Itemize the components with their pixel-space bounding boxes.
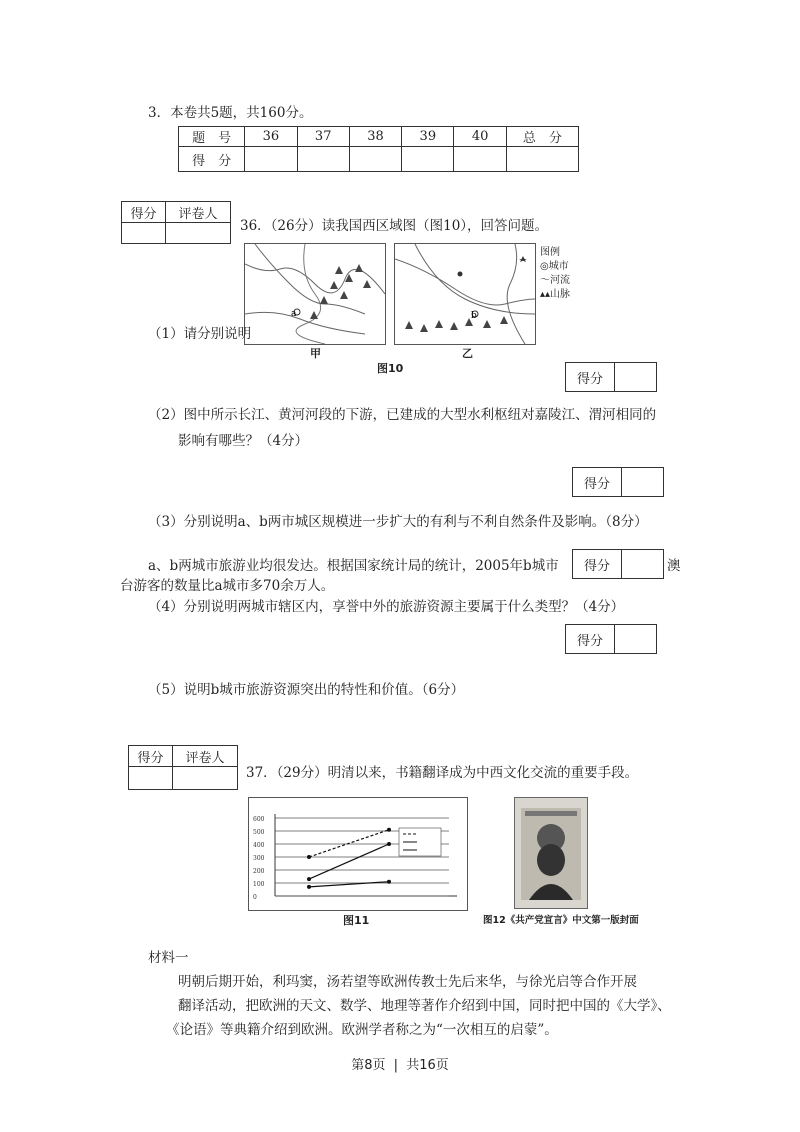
map-yi (394, 243, 536, 345)
q36-sub1: （1）请分别说明 (148, 326, 252, 342)
footer-total: 共16页 (406, 1058, 449, 1073)
score-input-cell[interactable] (245, 147, 297, 172)
footer-page: 第8页 (351, 1058, 386, 1073)
score-table-score-row (179, 147, 579, 172)
grader-score-label: 得分 (122, 202, 166, 223)
figure-12-caption: 图12《共产党宣言》中文第一版封面 (483, 915, 639, 926)
q37-grader-box (128, 745, 238, 790)
score-table-cell: 39 (402, 127, 454, 147)
score-input-cell[interactable] (402, 147, 454, 172)
score-table-cell: 总 分 (506, 127, 578, 147)
y-tick-label: 300 (253, 855, 265, 862)
data-point (387, 880, 391, 884)
score-table (178, 126, 579, 172)
page-footer (0, 1054, 800, 1073)
legend-title: 图例 (540, 247, 560, 258)
material-title: 材料一 (148, 950, 189, 966)
legend-mountain: ▴▴山脉 (540, 289, 571, 300)
material-line2: 翻译活动，把欧洲的天文、数学、地理等著作介绍到中国，同时把中国的《大学》、 (178, 998, 671, 1014)
mountain-icon: ▴▴ (540, 289, 551, 300)
figure-11-caption: 图11 (343, 914, 370, 927)
q36-sub4: （4）分别说明两城市辖区内，享誉中外的旅游资源主要属于什么类型？（4分） (148, 599, 625, 615)
y-tick-label: 100 (253, 881, 265, 888)
grader-name-cell[interactable] (172, 767, 237, 790)
q36-para-line1-end: 澳 (667, 558, 681, 574)
q36-sub2-line2: 影响有哪些？（4分） (178, 433, 309, 449)
data-point (387, 828, 391, 832)
grader-name-label: 评卷人 (165, 202, 230, 223)
map-label-b: b (471, 311, 477, 321)
city-icon: ◎ (540, 261, 549, 272)
grader-score-cell[interactable] (122, 223, 166, 244)
score-table-cell: 题 号 (179, 127, 245, 147)
map-jia (244, 243, 386, 345)
series-line (309, 882, 389, 887)
intro-text: 3．本卷共5题，共160分。 (148, 105, 313, 121)
grader-score-cell[interactable] (129, 767, 173, 790)
y-tick-label: 200 (253, 868, 265, 875)
score-box-4 (565, 624, 657, 654)
portrait-image (515, 798, 587, 908)
grader-name-cell[interactable] (165, 223, 230, 244)
series-line (309, 830, 389, 857)
score-table-cell: 得 分 (179, 147, 245, 172)
q36-sub2-line1: （2）图中所示长江、黄河河段的下游，已建成的大型水利枢纽对嘉陵江、渭河相同的 (148, 407, 657, 423)
score-box-label: 得分 (573, 468, 622, 497)
data-point (307, 885, 311, 889)
q36-sub5: （5）说明b城市旅游资源突出的特性和价值。（6分） (148, 682, 465, 698)
figure-10-caption: 图10 (377, 362, 404, 375)
score-input-cell[interactable] (349, 147, 401, 172)
q36-sub3: （3）分别说明a、b两市城区规模进一步扩大的有利与不利自然条件及影响。（8分） (148, 514, 648, 530)
map-legend (540, 246, 590, 302)
material-line1: 明朝后期开始，利玛窦，汤若望等欧洲传教士先后来华，与徐光启等合作开展 (178, 974, 637, 990)
score-table-cell: 36 (245, 127, 297, 147)
score-input-cell[interactable] (297, 147, 349, 172)
score-box-input[interactable] (615, 625, 657, 654)
map-yi-drawing (395, 244, 535, 344)
score-box-3 (572, 549, 664, 579)
score-box-input[interactable] (615, 363, 657, 392)
legend-city: ◎城市 (540, 261, 569, 272)
score-input-cell[interactable] (506, 147, 578, 172)
figure-12-book-cover (514, 797, 588, 909)
figure-11-chart (248, 797, 468, 911)
q36-para-line1: a、b两城市旅游业均很发达。根据国家统计局的统计，2005年b城市 (148, 558, 559, 574)
q36-para-line2: 台游客的数量比a城市多70余万人。 (120, 578, 335, 594)
data-point (307, 855, 311, 859)
y-tick-label: 500 (253, 829, 265, 836)
grader-score-label: 得分 (129, 746, 173, 767)
score-table-cell: 37 (297, 127, 349, 147)
legend-river: 〜河流 (540, 275, 570, 286)
q36-grader-box (121, 201, 231, 244)
score-table-cell: 38 (349, 127, 401, 147)
score-box-1 (565, 362, 657, 392)
score-table-cell: 40 (454, 127, 506, 147)
score-box-label: 得分 (566, 625, 615, 654)
data-point (307, 877, 311, 881)
map-label-a: a (291, 309, 297, 319)
score-box-label: 得分 (566, 363, 615, 392)
score-table-header-row (179, 127, 579, 147)
q36-stem: 36．（26分）读我国西区域图（图10），回答问题。 (240, 218, 549, 234)
y-tick-label: 600 (253, 816, 265, 823)
score-box-input[interactable] (622, 550, 664, 579)
score-box-2 (572, 467, 664, 497)
river-icon: 〜 (540, 275, 550, 286)
y-tick-label: 400 (253, 842, 265, 849)
score-box-label: 得分 (573, 550, 622, 579)
material-line3: 《论语》等典籍介绍到欧洲。欧洲学者称之为“一次相互的启蒙”。 (166, 1022, 558, 1038)
series-line (309, 844, 389, 879)
line-chart (249, 798, 467, 910)
footer-separator: | (393, 1058, 399, 1073)
score-box-input[interactable] (622, 468, 664, 497)
y-tick-label: 0 (253, 894, 257, 901)
map-jia-label: 甲 (310, 347, 321, 360)
data-point (387, 842, 391, 846)
q37-stem: 37．（29分）明清以来，书籍翻译成为中西文化交流的重要手段。 (246, 765, 639, 781)
map-jia-drawing (245, 244, 385, 344)
score-input-cell[interactable] (454, 147, 506, 172)
map-yi-label: 乙 (462, 347, 473, 360)
grader-name-label: 评卷人 (172, 746, 237, 767)
